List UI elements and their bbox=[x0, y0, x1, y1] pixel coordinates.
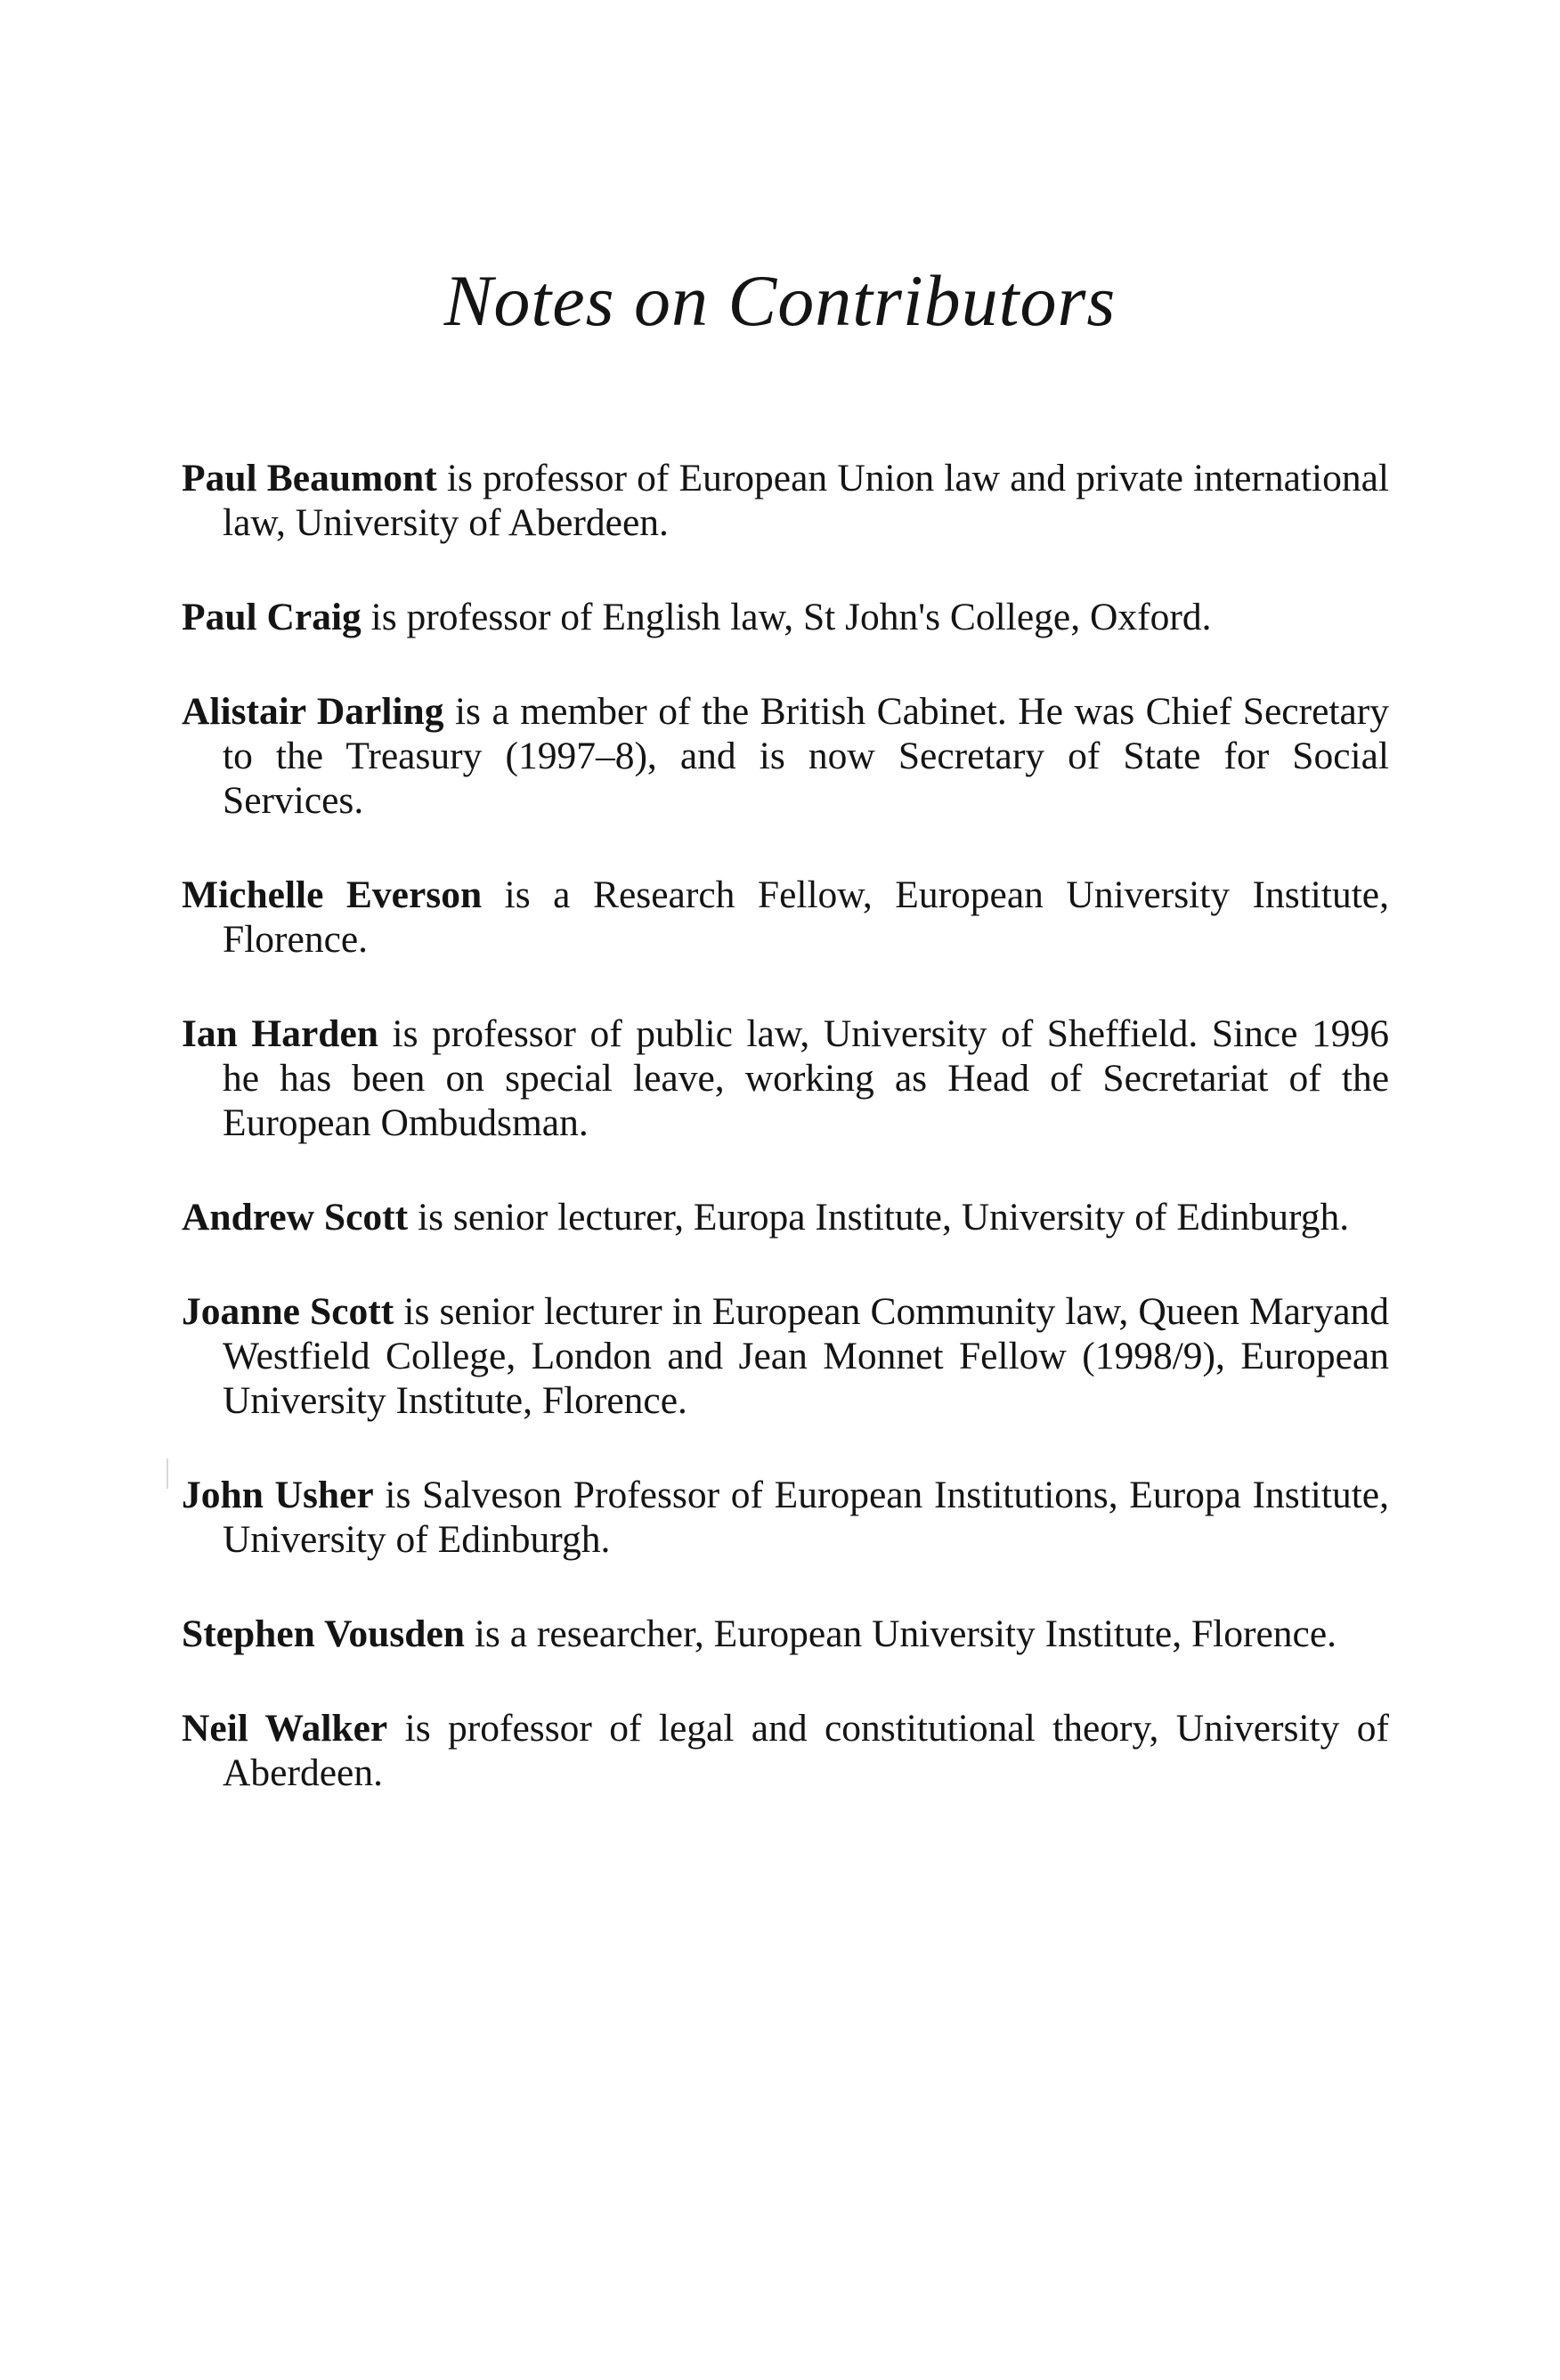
contributor-name: Alistair Darling bbox=[182, 690, 444, 733]
scan-margin-mark bbox=[167, 1458, 168, 1489]
contributor-description: is senior lecturer in European Community law, Queen Maryand Westfield College, London and Jean Monnet Fellow (1998/9), European University Institute, Florence. bbox=[223, 1290, 1389, 1422]
contributor-description: is a Research Fellow, European University Institute, Florence. bbox=[223, 873, 1389, 961]
contributor-list bbox=[182, 456, 1389, 1845]
contributor-entry bbox=[182, 456, 1389, 545]
contributor-entry bbox=[182, 689, 1389, 823]
contributor-entry bbox=[182, 1011, 1389, 1145]
contributor-description: is Salveson Professor of European Institutions, Europa Institute, University of Edinburgh. bbox=[223, 1474, 1389, 1561]
contributor-description: is professor of public law, University of Sheffield. Since 1996 he has been on special leave, working as Head of Secretariat of the European Ombudsman. bbox=[223, 1012, 1389, 1144]
contributor-name: Michelle Everson bbox=[182, 873, 483, 916]
page-title: Notes on Contributors bbox=[443, 260, 1117, 341]
contributor-entry bbox=[182, 873, 1389, 962]
contributor-name: Paul Beaumont bbox=[182, 457, 437, 500]
contributor-name: Ian Harden bbox=[182, 1012, 378, 1055]
contributor-entry bbox=[182, 595, 1389, 639]
contributor-name: Joanne Scott bbox=[182, 1290, 394, 1333]
contributor-entry bbox=[182, 1289, 1389, 1423]
contributor-name: Paul Craig bbox=[182, 596, 362, 638]
contributor-description: is professor of English law, St John's College, Oxford. bbox=[361, 596, 1212, 638]
contributor-entry bbox=[182, 1612, 1389, 1656]
contributor-entry bbox=[182, 1473, 1389, 1562]
contributor-entry bbox=[182, 1195, 1389, 1239]
contributor-description: is a researcher, European University Institute, Florence. bbox=[464, 1612, 1337, 1655]
contributor-name: Neil Walker bbox=[182, 1707, 388, 1750]
contributor-name: Stephen Vousden bbox=[182, 1612, 465, 1655]
contributor-entry bbox=[182, 1706, 1389, 1795]
contributor-description: is a member of the British Cabinet. He was Chief Secretary to the Treasury (1997–8), and is now Secretary of State for Social Services. bbox=[223, 690, 1390, 822]
contributor-description: is senior lecturer, Europa Institute, University of Edinburgh. bbox=[408, 1196, 1350, 1239]
contributor-description: is professor of legal and constitutional theory, University of Aberdeen. bbox=[223, 1707, 1389, 1794]
contributor-name: Andrew Scott bbox=[182, 1196, 409, 1239]
contributor-name: John Usher bbox=[182, 1474, 374, 1516]
contributor-description: is professor of European Union law and private international law, University of Aberdeen. bbox=[223, 457, 1389, 544]
